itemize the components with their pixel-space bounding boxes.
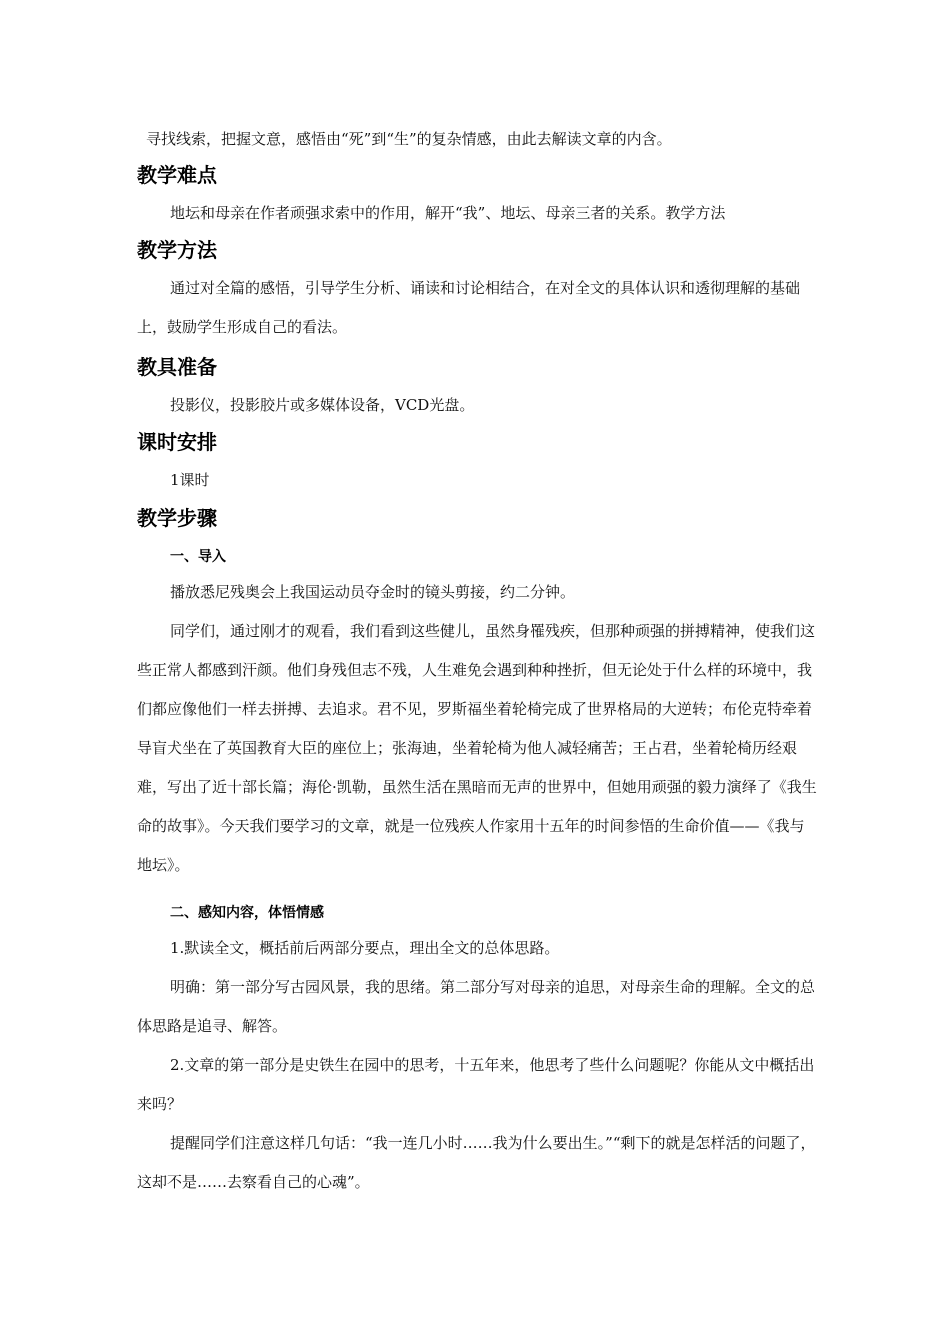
paragraph-difficulty: 地坛和母亲在作者顽强求索中的作用，解开“我”、地坛、母亲三者的关系。教学方法 (170, 204, 726, 222)
subheading-intro: 一、导入 (170, 549, 226, 565)
heading-schedule: 课时安排 (137, 430, 217, 454)
paragraph-method: 通过对全篇的感悟，引导学生分析、诵读和讨论相结合，在对全文的具体认识和透彻理解的基础上，鼓励学生形成自己的看法。 (137, 279, 801, 336)
heading-tools: 教具准备 (137, 355, 217, 379)
heading-difficulty: 教学难点 (137, 163, 217, 187)
paragraph-answer-1: 明确：第一部分写古园风景，我的思绪。第二部分写对母亲的追思，对母亲生命的理解。全文的总体思路是追寻、解答。 (137, 978, 816, 1035)
paragraph-tools: 投影仪，投影胶片或多媒体设备，VCD光盘。 (170, 396, 475, 414)
paragraph-intro-speech: 同学们，通过刚才的观看，我们看到这些健儿，虽然身罹残疾，但那种顽强的拼搏精神，使我们这些正常人都感到汗颜。他们身残但志不残，人生难免会遇到种种挫折，但无论处于什么样的环境中，我们都应像他们一样去拼搏、去追求。君不见，罗斯福坐着轮椅完成了世界格局的大逆转；布伦克特牵着导盲犬坐在了英国教育大臣的座位上；张海迪，坐着轮椅为他人减轻痛苦；王占君，坐着轮椅历经艰难，写出了近十部长篇；海伦·凯勒，虽然生活在黑暗而无声的世界中，但她用顽强的毅力演绎了《我生命的故事》。今天我们要学习的文章，就是一位残疾人作家用十五年的时间参悟的生命价值——《我与地坛》。 (137, 622, 817, 874)
subheading-perception: 二、感知内容，体悟情感 (170, 905, 324, 921)
paragraph-task-2: 2.文章的第一部分是史铁生在园中的思考，十五年来，他思考了些什么问题呢？你能从文中概括出来吗？ (137, 1056, 815, 1113)
paragraph-hint: 提醒同学们注意这样几句话：“我一连几小时……我为什么要出生。”“剩下的就是怎样活的问题了，这却不是……去察看自己的心魂”。 (137, 1134, 816, 1191)
paragraph-schedule: 1课时 (170, 471, 210, 489)
intro-paragraph: 寻找线索，把握文意，感悟由“死”到“生”的复杂情感，由此去解读文章的内含。 (146, 130, 672, 148)
heading-method: 教学方法 (137, 238, 217, 262)
paragraph-video: 播放悉尼残奥会上我国运动员夺金时的镜头剪接，约二分钟。 (170, 583, 576, 601)
paragraph-task-1: 1.默读全文，概括前后两部分要点，理出全文的总体思路。 (170, 939, 560, 957)
heading-steps: 教学步骤 (137, 506, 217, 530)
